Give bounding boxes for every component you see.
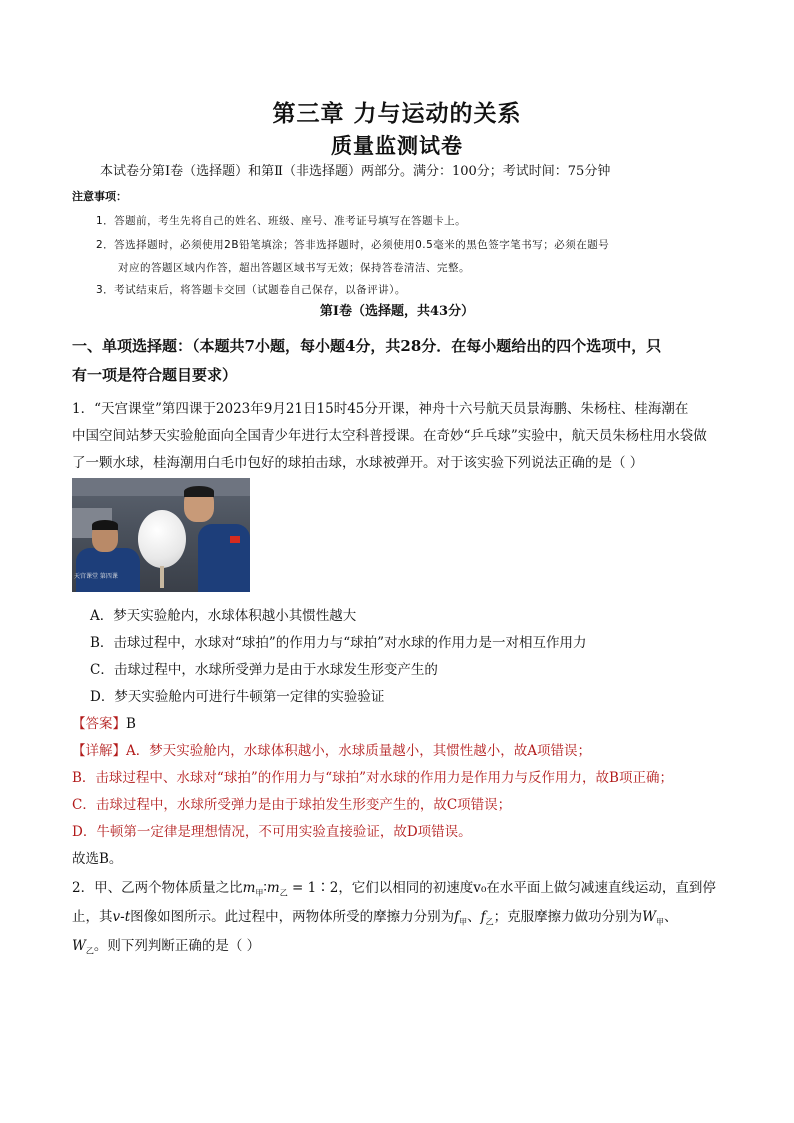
question-text: 了一颗水球，桂海潮用白毛巾包好的球拍击球，水球被弹开。对于该实验下列说法正确的是（ ） bbox=[72, 455, 644, 471]
photo-logo: 天宫课堂 第四课 bbox=[74, 573, 118, 580]
conclusion: 故选B。 bbox=[72, 851, 123, 867]
astronaut-figure bbox=[184, 486, 214, 497]
answer-label: 【答案】 bbox=[72, 716, 126, 732]
math-subscript: 乙 bbox=[485, 917, 494, 927]
q2-text: 止，其 bbox=[72, 909, 113, 925]
note-item: 2．答选择题时，必须使用2B铅笔填涂；答非选择题时，必须使用0.5毫米的黑色签字笔书写；必须在题号 bbox=[96, 239, 610, 251]
note-item: 3．考试结束后，将答题卡交回（试题卷自己保存，以备评讲）。 bbox=[96, 284, 406, 296]
exam-intro: 本试卷分第Ⅰ卷（选择题）和第Ⅱ（非选择题）两部分。满分：100分；考试时间：75分钟 bbox=[100, 164, 611, 179]
answer-line bbox=[72, 712, 136, 732]
answer-value: B bbox=[126, 716, 136, 732]
detail-line bbox=[72, 739, 591, 759]
option-c: C．击球过程中，水球所受弹力是由于水球发生形变产生的 bbox=[90, 662, 438, 678]
part-heading: 一、单项选择题：（本题共7小题，每小题4分，共28分．在每小题给出的四个选项中，只 bbox=[72, 337, 662, 355]
detail-text: D．牛顿第一定律是理想情况，不可用实验直接验证，故D项错误。 bbox=[72, 824, 472, 840]
math-symbol: W bbox=[72, 938, 86, 954]
math-symbol: ∶ bbox=[263, 880, 267, 896]
math-symbol: = 1∶2 bbox=[287, 880, 339, 896]
math-subscript: 甲 bbox=[656, 917, 665, 927]
q2-text: ；克服摩擦力做功分别为 bbox=[493, 909, 643, 925]
astronaut-figure bbox=[76, 548, 140, 592]
question-text: 中国空间站梦天实验舱面向全国青少年进行太空科普授课。在奇妙“乒乓球”实验中，航天员朱杨柱用水袋做 bbox=[72, 428, 707, 444]
chapter-title: 第三章 力与运动的关系 bbox=[272, 101, 522, 127]
math-symbol: v-t bbox=[112, 909, 131, 925]
detail-text: A．梦天实验舱内，水球体积越小，水球质量越小，其惯性越小，故A项错误； bbox=[126, 743, 591, 759]
q2-text: ，它们以相同的初速度v₀在水平面上做匀减速直线运动，直到停 bbox=[338, 880, 716, 896]
detail-text: B．击球过程中、水球对“球拍”的作用力与“球拍”对水球的作用力是作用力与反作用力，故B项正确； bbox=[72, 770, 673, 786]
math-symbol: f bbox=[454, 909, 460, 925]
paddle-ball bbox=[138, 510, 186, 568]
option-b: B．击球过程中，水球对“球拍”的作用力与“球拍”对水球的作用力是一对相互作用力 bbox=[90, 635, 587, 651]
detail-text: C．击球过程中，水球所受弹力是由于球拍发生形变产生的，故C项错误； bbox=[72, 797, 512, 813]
question-text bbox=[72, 876, 716, 899]
math-subscript: 甲 bbox=[459, 917, 468, 927]
exam-title: 质量监测试卷 bbox=[331, 134, 463, 158]
q2-text: 。则下列判断正确的是（ ） bbox=[93, 938, 261, 954]
math-subscript: 乙 bbox=[279, 888, 288, 898]
flag-icon bbox=[230, 536, 240, 543]
q2-text: 2．甲、乙两个物体质量之比 bbox=[72, 880, 243, 896]
math-symbol: f bbox=[480, 909, 486, 925]
question-text bbox=[72, 905, 678, 928]
astronaut-figure bbox=[198, 524, 250, 592]
paddle-handle bbox=[160, 566, 164, 588]
part-heading: 有一项是符合题目要求） bbox=[72, 366, 238, 384]
detail-label: 【详解】 bbox=[72, 743, 126, 759]
question-text: 1．“天宫课堂”第四课于2023年9月21日15时45分开课，神舟十六号航天员景海鹏、朱杨柱、桂海潮在 bbox=[72, 401, 689, 417]
photo-panel bbox=[72, 478, 250, 496]
notes-heading: 注意事项： bbox=[72, 190, 127, 203]
math-symbol: W bbox=[642, 909, 657, 925]
option-a: A．梦天实验舱内，水球体积越小其惯性越大 bbox=[90, 608, 357, 624]
note-item: 1．答题前，考生先将自己的姓名、班级、座号、准考证号填写在答题卡上。 bbox=[96, 215, 467, 227]
math-symbol: m bbox=[266, 880, 280, 896]
option-d: D．梦天实验舱内可进行牛顿第一定律的实验验证 bbox=[90, 689, 385, 705]
q2-text: 图像如图所示。此过程中，两物体所受的摩擦力分别为 bbox=[130, 909, 455, 925]
question-photo bbox=[72, 478, 250, 592]
math-subscript: 乙 bbox=[85, 946, 94, 956]
note-item: 对应的答题区域内作答，超出答题区域书写无效；保持答卷清洁、完整。 bbox=[118, 262, 470, 274]
section-heading: 第Ⅰ卷（选择题，共43分） bbox=[319, 304, 475, 319]
math-subscript: 甲 bbox=[255, 888, 264, 898]
astronaut-figure bbox=[92, 520, 118, 530]
math-symbol: m bbox=[242, 880, 256, 896]
question-text bbox=[72, 934, 260, 957]
math-symbol: 、 bbox=[664, 909, 678, 925]
math-symbol: 、 bbox=[467, 909, 481, 925]
